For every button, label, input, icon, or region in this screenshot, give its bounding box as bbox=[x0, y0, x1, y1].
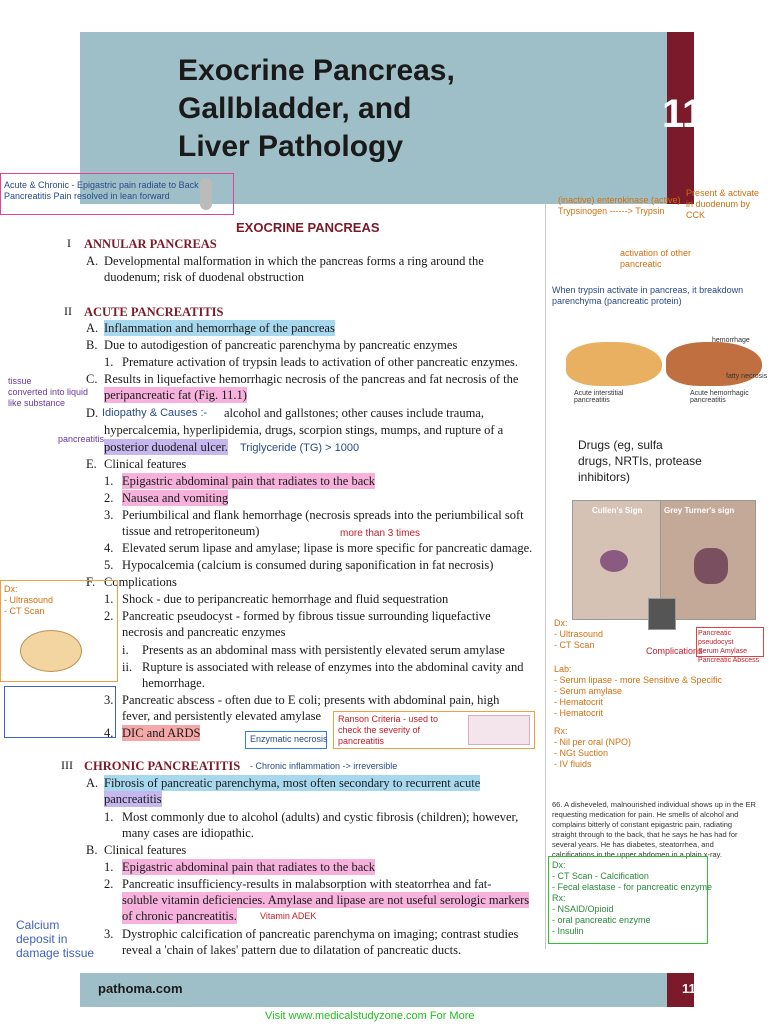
cullen-sign-label: Cullen's Sign bbox=[592, 506, 643, 515]
acute-e-label: E. bbox=[86, 457, 97, 471]
annular-a-label: A. bbox=[86, 254, 99, 268]
column-divider bbox=[545, 204, 546, 949]
chronic-b2-label: 2. bbox=[104, 877, 114, 891]
note-trypsin-activation: (inactive) enterokinase (active) Trypsinogen ------> Trypsin bbox=[558, 195, 681, 216]
note-trypsin-duodenum: Present & activate in duodenum by CCK bbox=[686, 188, 760, 220]
note-chronic-inflammation: - Chronic inflammation -> irreversible bbox=[250, 761, 398, 771]
acute-e3-label: 3. bbox=[104, 508, 114, 522]
note-dx-right: Dx: - Ultrasound - CT Scan bbox=[554, 618, 604, 650]
ranson-table-thumb bbox=[468, 715, 530, 745]
note-other-enzymes: activation of other pancreatic bbox=[620, 248, 692, 269]
watermark-link[interactable]: Visit www.medicalstudyzone.com For More bbox=[265, 1010, 475, 1022]
chronic-b3b: reveal a 'chain of lakes' pattern due to dilatation of pancreatic ducts. bbox=[122, 943, 462, 957]
acute-f2i: Presents as an abdominal mass with persistently elevated serum amylase bbox=[142, 643, 505, 657]
note-drugs: Drugs (eg, sulfa drugs, NRTIs, protease inhibitors) bbox=[578, 438, 702, 484]
roman-two: II bbox=[64, 304, 72, 318]
annular-a-line1: Developmental malformation in which the pancreas forms a ring around the bbox=[104, 254, 484, 268]
acute-f3a: Pancreatic abscess - often due to E coli; presents with abdominal pain, high bbox=[122, 693, 500, 707]
note-complications: Complications bbox=[646, 646, 703, 656]
acute-heading: ACUTE PANCREATITIS bbox=[84, 305, 224, 319]
acute-e5: Hypocalcemia (calcium is consumed during saponification in fat necrosis) bbox=[122, 558, 494, 572]
page-number: 115 bbox=[682, 981, 703, 996]
chronic-b3-label: 3. bbox=[104, 927, 114, 941]
acute-e4-label: 4. bbox=[104, 541, 114, 555]
figure-label-b: Acute hemorrhagic pancreatitis bbox=[690, 390, 749, 404]
acute-f4: DIC and ARDS bbox=[122, 726, 201, 740]
acute-c2: peripancreatic fat (Fig. 11.1) bbox=[104, 388, 247, 402]
roman-one: I bbox=[67, 236, 71, 250]
grey-turner-label: Grey Turner's sign bbox=[664, 506, 735, 515]
acute-a-label: A. bbox=[86, 321, 99, 335]
acute-d3: posterior duodenal ulcer. bbox=[104, 440, 228, 454]
acute-f4-label: 4. bbox=[104, 726, 114, 740]
note-idiopathy: Idiopathy & Causes :- bbox=[102, 407, 208, 419]
acute-b-label: B. bbox=[86, 338, 98, 352]
cullen-bruise bbox=[600, 550, 628, 572]
lean-forward-figure-icon bbox=[200, 178, 212, 210]
acute-d2: hypercalcemia, hyperlipidemia, drugs, scorpion stings, mumps, and rupture of a bbox=[104, 423, 504, 437]
chronic-b: Clinical features bbox=[104, 843, 187, 857]
acute-f2i-label: i. bbox=[122, 643, 129, 657]
figure-label-fatty: fatty necrosis bbox=[726, 373, 768, 380]
acute-f1-label: 1. bbox=[104, 592, 114, 606]
note-box-dx-lower bbox=[4, 686, 116, 738]
note-calcium: Calcium deposit in damage tissue bbox=[16, 918, 95, 960]
acute-e5-label: 5. bbox=[104, 558, 114, 572]
acute-e2-label: 2. bbox=[104, 491, 114, 505]
chronic-b-label: B. bbox=[86, 843, 98, 857]
acute-f1: Shock - due to peripancreatic hemorrhage and fluid sequestration bbox=[122, 592, 449, 606]
figure-label-a: Acute interstitial pancreatitis bbox=[574, 390, 624, 404]
acute-f2ii-a: Rupture is associated with release of enzymes into the abdominal cavity and bbox=[142, 660, 524, 674]
chronic-b2b: soluble vitamin deficiencies. Amylase and lipase are not useful serologic markers bbox=[122, 893, 530, 907]
roman-three: III bbox=[61, 758, 73, 772]
acute-f2b: necrosis and pancreatic enzymes bbox=[122, 625, 286, 639]
acute-b: Due to autodigestion of pancreatic parenchyma by pancreatic enzymes bbox=[104, 338, 458, 352]
annular-a-line2: duodenum; risk of duodenal obstruction bbox=[104, 270, 304, 284]
acute-e3a: Periumbilical and flank hemorrhage (necrosis spreads into the periumbilical soft bbox=[122, 508, 524, 522]
pancreas-sketch bbox=[20, 630, 82, 672]
acute-e1-label: 1. bbox=[104, 474, 114, 488]
acute-d1: alcohol and gallstones; other causes include trauma, bbox=[224, 406, 484, 420]
chapter-number: 11 bbox=[662, 92, 705, 136]
note-pain-radiate: Acute & Chronic - Epigastric pain radiate to Back Pancreatitis Pain resolved in lean forward bbox=[4, 180, 199, 201]
acute-f2ii-label: ii. bbox=[122, 660, 133, 674]
acute-e3b: tissue and retroperitoneum) bbox=[122, 524, 260, 538]
note-enzymatic: Enzymatic necrosis bbox=[250, 734, 328, 744]
note-trypsin-parenchyma: When trypsin activate in pancreas, it breakdown parenchyma (pancreatic protein) bbox=[552, 285, 744, 306]
question-66: 66. A disheveled, malnourished individual shows up in the ER requesting medication for pain. He smells of alcohol and complains bitterly of constant epigastric pain, radiating straight through to the back, that he says he has had for several years. He has diabetes, steatorrhea, and calcifications in the upper abdomen in a plain x-ray. bbox=[552, 800, 756, 859]
acute-f2-label: 2. bbox=[104, 609, 114, 623]
chapter-title: Exocrine Pancreas, Gallbladder, and Liver Pathology bbox=[178, 54, 455, 163]
ultrasound-image bbox=[648, 598, 676, 630]
note-dx-left: Dx: - Ultrasound - CT Scan bbox=[4, 584, 54, 616]
chronic-a2: pancreatitis bbox=[104, 792, 162, 806]
acute-f: Complications bbox=[104, 575, 177, 589]
chronic-a-sub2: many cases are idiopathic. bbox=[122, 826, 254, 840]
chronic-a-sub1: Most commonly due to alcohol (adults) and cystic fibrosis (children); however, bbox=[122, 810, 519, 824]
acute-c1: Results in liquefactive hemorrhagic necrosis of the pancreas and fat necrosis of the bbox=[104, 372, 519, 386]
acute-e2: Nausea and vomiting bbox=[122, 491, 229, 505]
acute-b-sub: Premature activation of trypsin leads to activation of other pancreatic enzymes. bbox=[122, 355, 519, 369]
acute-f2a: Pancreatic pseudocyst - formed by fibrous tissue surrounding liquefactive bbox=[122, 609, 491, 623]
note-ranson: Ranson Criteria - used to check the severity of pancreatitis bbox=[338, 714, 439, 746]
chronic-a1: Fibrosis of pancreatic parenchyma, most often secondary to recurrent acute bbox=[104, 776, 481, 790]
note-triglyceride: Triglyceride (TG) > 1000 bbox=[240, 442, 360, 454]
acute-a: Inflammation and hemorrhage of the pancreas bbox=[104, 321, 335, 335]
acute-f3b: fever, and persistently elevated amylase bbox=[122, 709, 322, 723]
acute-f-label: F. bbox=[86, 575, 96, 589]
pancreas-figure-a bbox=[566, 342, 662, 386]
acute-d-label: D. bbox=[86, 406, 99, 420]
chronic-b2c: of chronic pancreatitis. bbox=[122, 909, 237, 923]
chronic-b1: Epigastric abdominal pain that radiates to the back bbox=[122, 860, 376, 874]
acute-e: Clinical features bbox=[104, 457, 187, 471]
chronic-a-label: A. bbox=[86, 776, 99, 790]
acute-e1: Epigastric abdominal pain that radiates to the back bbox=[122, 474, 376, 488]
note-pseudocyst: Pancreatic pseudocyst Serum Amylase Pancreatic Abscess bbox=[698, 630, 760, 664]
note-pancreatic: pancreatitis bbox=[58, 434, 105, 444]
acute-f2ii-b: hemorrhage. bbox=[142, 676, 205, 690]
note-rx: Rx: - Nil per oral (NPO) - NGt Suction - IV fluids bbox=[554, 726, 632, 769]
note-lab: Lab: - Serum lipase - more Sensitive & Specific - Serum amylase - Hematocrit - Hematocrit bbox=[554, 664, 723, 718]
annular-heading: ANNULAR PANCREAS bbox=[84, 237, 217, 251]
chronic-a-sub-label: 1. bbox=[104, 810, 114, 824]
footer-site[interactable]: pathoma.com bbox=[98, 981, 183, 996]
note-vitamin: Vitamin ADEK bbox=[260, 911, 317, 921]
acute-f3-label: 3. bbox=[104, 693, 114, 707]
figure-label-hemorrhage: hemorrhage bbox=[712, 337, 750, 344]
acute-c-label: C. bbox=[86, 372, 98, 386]
note-three-times: more than 3 times bbox=[340, 528, 421, 539]
chronic-heading: CHRONIC PANCREATITIS bbox=[84, 759, 241, 773]
chronic-b3a: Dystrophic calcification of pancreatic parenchyma on imaging; contrast studies bbox=[122, 927, 519, 941]
acute-b-sub-label: 1. bbox=[104, 355, 114, 369]
chronic-b2a: Pancreatic insufficiency-results in malabsorption with steatorrhea and fat- bbox=[122, 877, 492, 891]
grey-turner-bruise bbox=[694, 548, 728, 584]
acute-e4: Elevated serum lipase and amylase; lipase is more specific for pancreatic damage. bbox=[122, 541, 533, 555]
note-dx-chronic: Dx: - CT Scan - Calcification - Fecal elastase - for pancreatic enzyme Rx: - NSAID/Opioid - oral pancreatic enzyme - Insulin bbox=[552, 860, 713, 936]
note-tissue-liquid: tissue converted into liquid like substance bbox=[8, 376, 89, 408]
section-heading: EXOCRINE PANCREAS bbox=[236, 220, 380, 235]
chronic-b1-label: 1. bbox=[104, 860, 114, 874]
